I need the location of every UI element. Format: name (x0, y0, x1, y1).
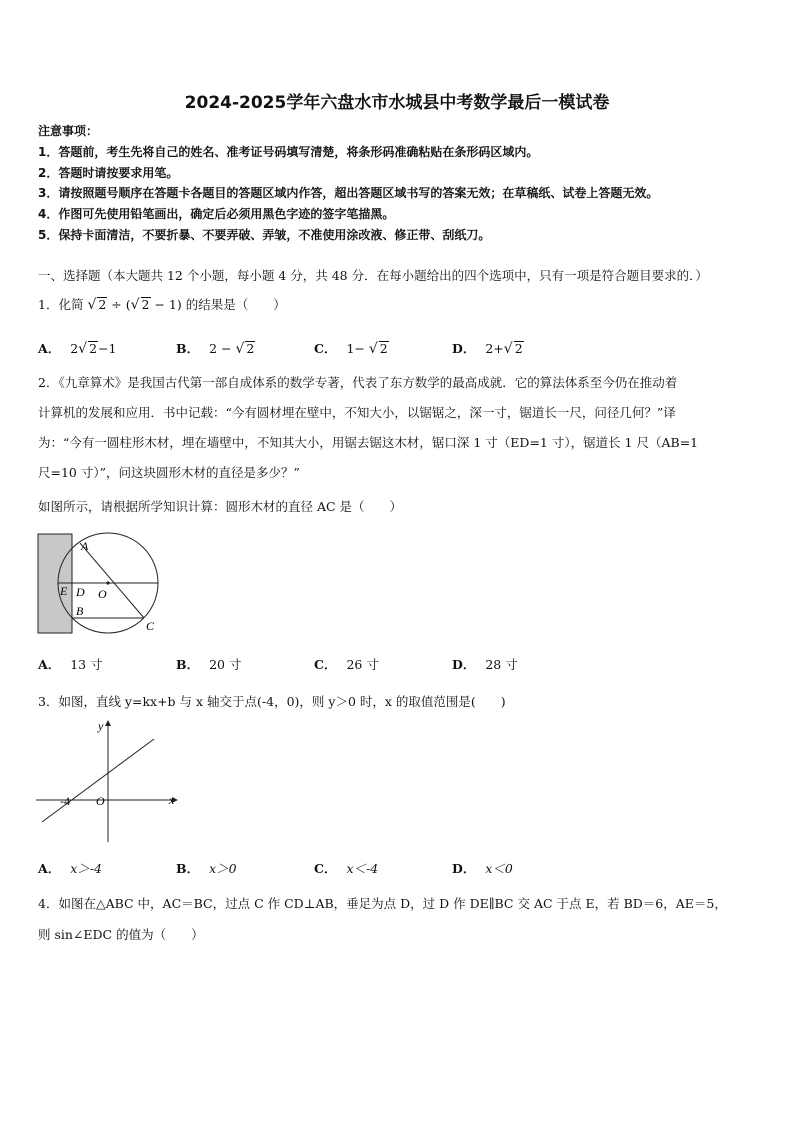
q1-prefix: 1．化简 (38, 297, 84, 312)
q3-option-a[interactable] (38, 859, 102, 877)
option-text: 26 寸 (346, 657, 379, 672)
option-radicand: 2 (89, 341, 98, 356)
option-label: C． (314, 657, 337, 672)
label-o: O (98, 587, 107, 601)
page-title: 2024-2025学年六盘水市水城县中考数学最后一模试卷 (184, 93, 610, 113)
sqrt-sign-icon: √ (235, 341, 245, 357)
q2-option-d[interactable] (452, 655, 518, 673)
sqrt-sign-icon: √ (78, 341, 88, 357)
option-text: 13 寸 (70, 657, 103, 672)
q1-option-b[interactable] (176, 339, 255, 357)
option-label: B． (176, 341, 200, 356)
q2-line-5: 如图所示，请根据所学知识计算：圆形木材的直径 AC 是（ ） (38, 499, 403, 514)
option-radicand: 2 (514, 341, 523, 356)
sqrt-sign-icon: √ (368, 341, 378, 357)
option-radicand: 2 (246, 341, 255, 356)
label-y: y (98, 719, 104, 733)
label-d: D (76, 585, 85, 599)
question-1 (38, 297, 286, 314)
option-label: A． (38, 657, 61, 672)
q2-option-c[interactable] (314, 655, 379, 673)
q2-line-1: 2．《九章算术》是我国古代第一部自成体系的数学专著，代表了东方数学的最高成就．它的算法体系至今仍在推动着 (38, 375, 678, 390)
sqrt-sign-icon: √ (503, 341, 513, 357)
option-label: D． (452, 861, 476, 876)
section-heading: 一、选择题（本大题共 12 个小题，每小题 4 分，共 48 分．在每小题给出的四个选项中，只有一项是符合题目要求的．） (38, 268, 708, 283)
circle-log-figure (36, 532, 166, 636)
label-x: x (169, 793, 175, 807)
sqrt-sign-icon: √ (130, 297, 140, 313)
diameter-ac (80, 543, 144, 618)
label-a: A (81, 539, 89, 553)
y-axis-arrow-icon (105, 720, 111, 726)
q1-radicand: 2 (98, 297, 107, 312)
option-pre: 2 (70, 341, 79, 356)
q2-line-3: 为：“今有一圆柱形木材，埋在墙壁中，不知其大小，用锯去锯这木材，锯口深 1 寸（ED=1 寸），锯道长 1 尺（AB=1 (38, 435, 699, 450)
option-pre: 2 − (209, 341, 236, 356)
linear-graph-figure (36, 716, 182, 846)
q4-line-2: 则 sin∠EDC 的值为（ ） (38, 927, 204, 942)
option-label: A． (38, 341, 61, 356)
label-neg4: -4 (60, 794, 70, 808)
option-label: A． (38, 861, 61, 876)
notice-item-5: 5．保持卡面清洁，不要折暴、不要弄破、弄皱，不准使用涂改液、修正带、刮纸刀。 (38, 228, 491, 242)
sqrt-sign-icon: √ (87, 297, 97, 313)
label-c: C (146, 619, 155, 633)
option-text: 20 寸 (209, 657, 242, 672)
option-pre: 2+ (485, 341, 504, 356)
q1-option-a[interactable] (38, 339, 116, 357)
label-e: E (60, 584, 68, 598)
notice-item-1: 1．答题前，考生先将自己的姓名、准考证号码填写清楚，将条形码准确粘贴在条形码区域内。 (38, 145, 539, 159)
q1-radicand-2: 2 (141, 297, 150, 312)
option-label: B． (176, 861, 200, 876)
label-origin: O (96, 794, 105, 808)
option-text: x＜-4 (346, 861, 379, 876)
option-text: x＞-4 (70, 861, 102, 876)
notice-heading: 注意事项： (38, 124, 99, 138)
q3-option-d[interactable] (452, 859, 513, 877)
q2-option-a[interactable] (38, 655, 103, 673)
option-label: C． (314, 861, 337, 876)
q1-tail: − 1) 的结果是（ ） (150, 297, 286, 312)
option-pre: 1− (346, 341, 369, 356)
q1-option-c[interactable] (314, 339, 389, 357)
option-text: x＜0 (485, 861, 513, 876)
q2-line-4: 尺=10 寸）”，问这块圆形木材的直径是多少？” (38, 465, 300, 480)
notice-item-4: 4．作图可先使用铅笔画出，确定后必须用黑色字迹的签字笔描黑。 (38, 207, 395, 221)
option-post: −1 (98, 341, 117, 356)
q3-option-c[interactable] (314, 859, 378, 877)
q1-div: ÷ ( (107, 297, 131, 312)
option-text: x＞0 (209, 861, 237, 876)
line-y-kx-b (42, 739, 154, 822)
notice-item-2: 2．答题时请按要求用笔。 (38, 166, 179, 180)
label-b: B (76, 604, 84, 618)
option-label: D． (452, 341, 476, 356)
notice-item-3: 3．请按照题号顺序在答题卡各题目的答题区域内作答，超出答题区域书写的答案无效；在草稿纸、试卷上答题无效。 (38, 186, 659, 200)
option-label: D． (452, 657, 476, 672)
question-3: 3．如图，直线 y=kx+b 与 x 轴交于点(-4，0)，则 y＞0 时，x 的取值范围是( ) (38, 694, 506, 709)
q2-option-b[interactable] (176, 655, 241, 673)
option-label: C． (314, 341, 337, 356)
option-text: 28 寸 (485, 657, 518, 672)
option-radicand: 2 (379, 341, 388, 356)
q1-option-d[interactable] (452, 339, 524, 357)
q2-line-2: 计算机的发展和应用．书中记载：“今有圆材埋在壁中，不知大小，以锯锯之，深一寸，锯道长一尺，问径几何？”译 (38, 405, 676, 420)
option-label: B． (176, 657, 200, 672)
q4-line-1: 4．如图在△ABC 中，AC＝BC，过点 C 作 CD⊥AB，垂足为点 D，过 D 作 DE∥BC 交 AC 于点 E，若 BD＝6，AE＝5， (38, 896, 727, 911)
center-point (106, 581, 109, 584)
q3-option-b[interactable] (176, 859, 237, 877)
